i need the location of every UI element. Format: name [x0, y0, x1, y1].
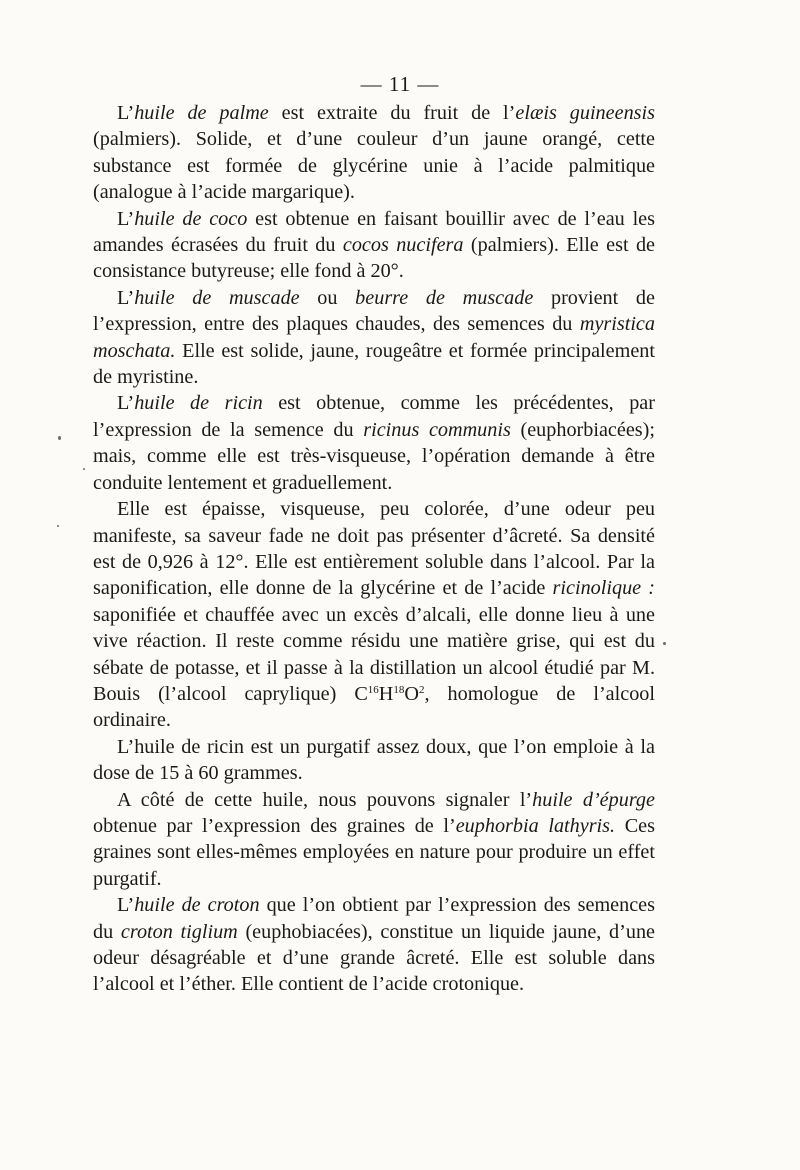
paragraph-nutmeg-oil: L’huile de muscade ou beurre de muscade provient de l’expression, entre des plaques chaudes, des semences du myristica moschata. Elle est solide, jaune, rougeâtre et formée principalement de myristine.: [93, 286, 655, 389]
paper-speck: [83, 468, 85, 470]
paragraph-palm-oil: L’huile de palme est extraite du fruit de l’elæis guineensis (palmiers). Solide, et d’une couleur d’un jaune orangé, cette substance est formée de glycérine unie à l’acide palmitique (analogue à l’acide margarique).: [93, 102, 655, 204]
paragraph-croton-oil: L’huile de croton que l’on obtient par l’expression des semences du croton tiglium (euphobiacées), constitue un liquide jaune, d’une odeur désagréable et d’une grande âcreté. Elle est soluble dans l’alcool et l’éther. Elle contient de l’acide crotonique.: [93, 894, 656, 996]
paragraph-coconut-oil: L’huile de coco est obtenue en faisant bouillir avec de l’eau les amandes écrasées du fruit du cocos nucifera (palmiers). Elle est de consistance butyreuse; elle fond à 20°.: [93, 207, 655, 283]
paragraph-spurge-oil: A côté de cette huile, nous pouvons signaler l’huile d’épurge obtenue par l’expression des graines de l’euphorbia lathyris. Ces graines sont elles-mêmes employées en nature pour produire un effet purgatif.: [93, 788, 655, 890]
page-number: — 11 —: [360, 72, 440, 96]
paper-speck: [57, 525, 59, 527]
paragraph-castor-properties: Elle est épaisse, visqueuse, peu colorée, d’une odeur peu manifeste, sa saveur fade ne doit pas présenter d’âcreté. Sa densité est de 0,926 à 12°. Elle est entièrement soluble dans l’alcool. Par la saponification, elle donne de la glycérine et de l’acide ricinolique : saponifiée et chauffée avec un excès d’alcali, elle donne lieu à une vive réaction. Il reste comme résidu une matière grise, qui est du sébate de potasse, et il passe à la distillation un alcool étudié par M. Bouis (l’alcool caprylique) $C^{16}H^{18}O^2$, homologue de l’alcool ordinaire.: [93, 498, 655, 732]
paragraph-castor-oil: L’huile de ricin est obtenue, comme les précédentes, par l’expression de la semence du ricinus communis (euphorbiacées); mais, comme elle est très-visqueuse, l’opération demande à être conduite lentement et graduellement.: [93, 392, 655, 494]
body-text: [93, 100, 655, 998]
paper-speck: [663, 642, 666, 645]
paragraph-castor-dose: L’huile de ricin est un purgatif assez doux, que l’on emploie à la dose de 15 à 60 grammes.: [93, 735, 655, 785]
paper-speck: [58, 436, 61, 440]
